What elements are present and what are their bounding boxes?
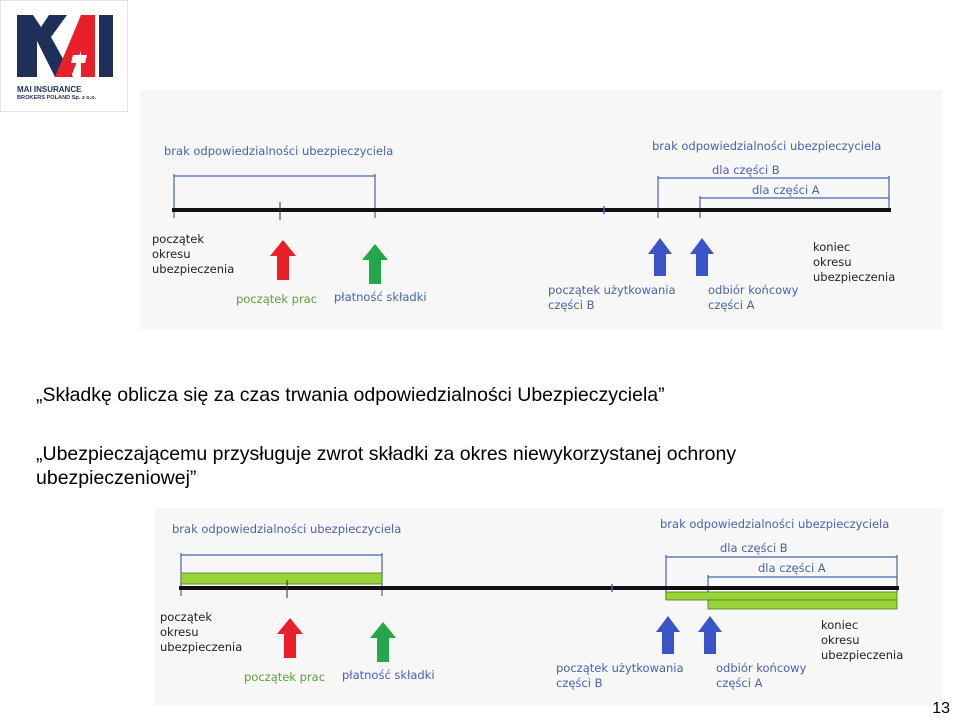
top-uzytkowanie-line1: początek użytkowania xyxy=(548,283,676,297)
page-number: 13 xyxy=(932,700,950,717)
top-odbior-line1: odbiór końcowy xyxy=(708,283,799,297)
bottom-start-line2: okresu xyxy=(160,625,199,639)
quote-2-line2: ubezpieczeniowej” xyxy=(36,467,197,489)
bottom-odbior-line1: odbiór końcowy xyxy=(716,661,807,675)
bottom-koniec-label xyxy=(821,618,903,663)
bottom-start-line1: początek xyxy=(160,610,212,624)
bottom-blue-arrow-b-icon xyxy=(656,616,680,654)
top-odbior-label xyxy=(708,283,798,313)
bottom-blue-arrow-a-icon xyxy=(698,616,722,654)
top-koniec-line2: okresu xyxy=(813,255,852,269)
top-brak-right-label: brak odpowiedzialności ubezpieczyciela xyxy=(652,139,882,153)
top-koniec-line1: koniec xyxy=(813,240,851,254)
bottom-dla-b-label: dla części B xyxy=(720,541,788,555)
top-green-arrow-icon xyxy=(362,244,388,284)
quote-2-line1: „Ubezpieczającemu przysługuje zwrot składki za okres niewykorzystanej ochrony xyxy=(36,443,737,465)
quote-1: „Składkę oblicza się za czas trwania odpowiedzialności Ubezpieczyciela” xyxy=(36,384,665,406)
top-uzytkowanie-label xyxy=(548,283,676,313)
bottom-brak-right-label: brak odpowiedzialności ubezpieczyciela xyxy=(660,517,890,531)
bottom-poczatek-prac-label: początek prac xyxy=(244,670,326,684)
bottom-start-line3: ubezpieczenia xyxy=(160,640,243,654)
top-brak-left-label: brak odpowiedzialności ubezpieczyciela xyxy=(164,144,394,158)
top-blue-arrow-b-icon xyxy=(648,238,672,276)
bottom-refund-bar-b xyxy=(666,592,897,600)
bottom-odbior-label xyxy=(716,661,806,691)
bottom-dla-a-label: dla części A xyxy=(758,561,826,575)
top-red-arrow-icon xyxy=(270,240,296,280)
bottom-platnosc-label: płatność składki xyxy=(342,668,435,682)
bottom-uzytkowanie-label xyxy=(556,661,684,691)
bottom-uzytkowanie-line2: części B xyxy=(556,676,603,690)
bottom-koniec-line1: koniec xyxy=(821,618,859,632)
top-start-line3: ubezpieczenia xyxy=(152,262,235,276)
bottom-refund-bar-a xyxy=(708,600,897,609)
logo-subname: BROKERS POLAND Sp. z o.o. xyxy=(17,95,97,101)
top-dla-a-label: dla części A xyxy=(752,183,820,197)
top-start-line2: okresu xyxy=(152,247,191,261)
top-koniec-label xyxy=(813,240,895,285)
bottom-start-label xyxy=(160,610,242,655)
bottom-odbior-line2: części A xyxy=(716,676,763,690)
bottom-koniec-line2: okresu xyxy=(821,633,860,647)
top-platnosc-label: płatność składki xyxy=(334,290,427,304)
logo-name: MAI INSURANCE xyxy=(17,85,82,94)
bottom-left-premium-bar xyxy=(181,573,382,584)
bottom-brak-left-label: brak odpowiedzialności ubezpieczyciela xyxy=(172,522,402,536)
top-poczatek-prac-label: początek prac xyxy=(236,292,318,306)
top-odbior-line2: części A xyxy=(708,298,755,312)
top-uzytkowanie-line2: części B xyxy=(548,298,595,312)
top-start-label xyxy=(152,232,234,277)
top-koniec-line3: ubezpieczenia xyxy=(813,270,896,284)
bottom-red-arrow-icon xyxy=(277,618,303,658)
top-start-line1: początek xyxy=(152,232,204,246)
bottom-koniec-line3: ubezpieczenia xyxy=(821,648,904,662)
bottom-green-arrow-icon xyxy=(370,622,396,662)
bottom-uzytkowanie-line1: początek użytkowania xyxy=(556,661,684,675)
top-dla-b-label: dla części B xyxy=(712,163,780,177)
top-blue-arrow-a-icon xyxy=(690,238,714,276)
